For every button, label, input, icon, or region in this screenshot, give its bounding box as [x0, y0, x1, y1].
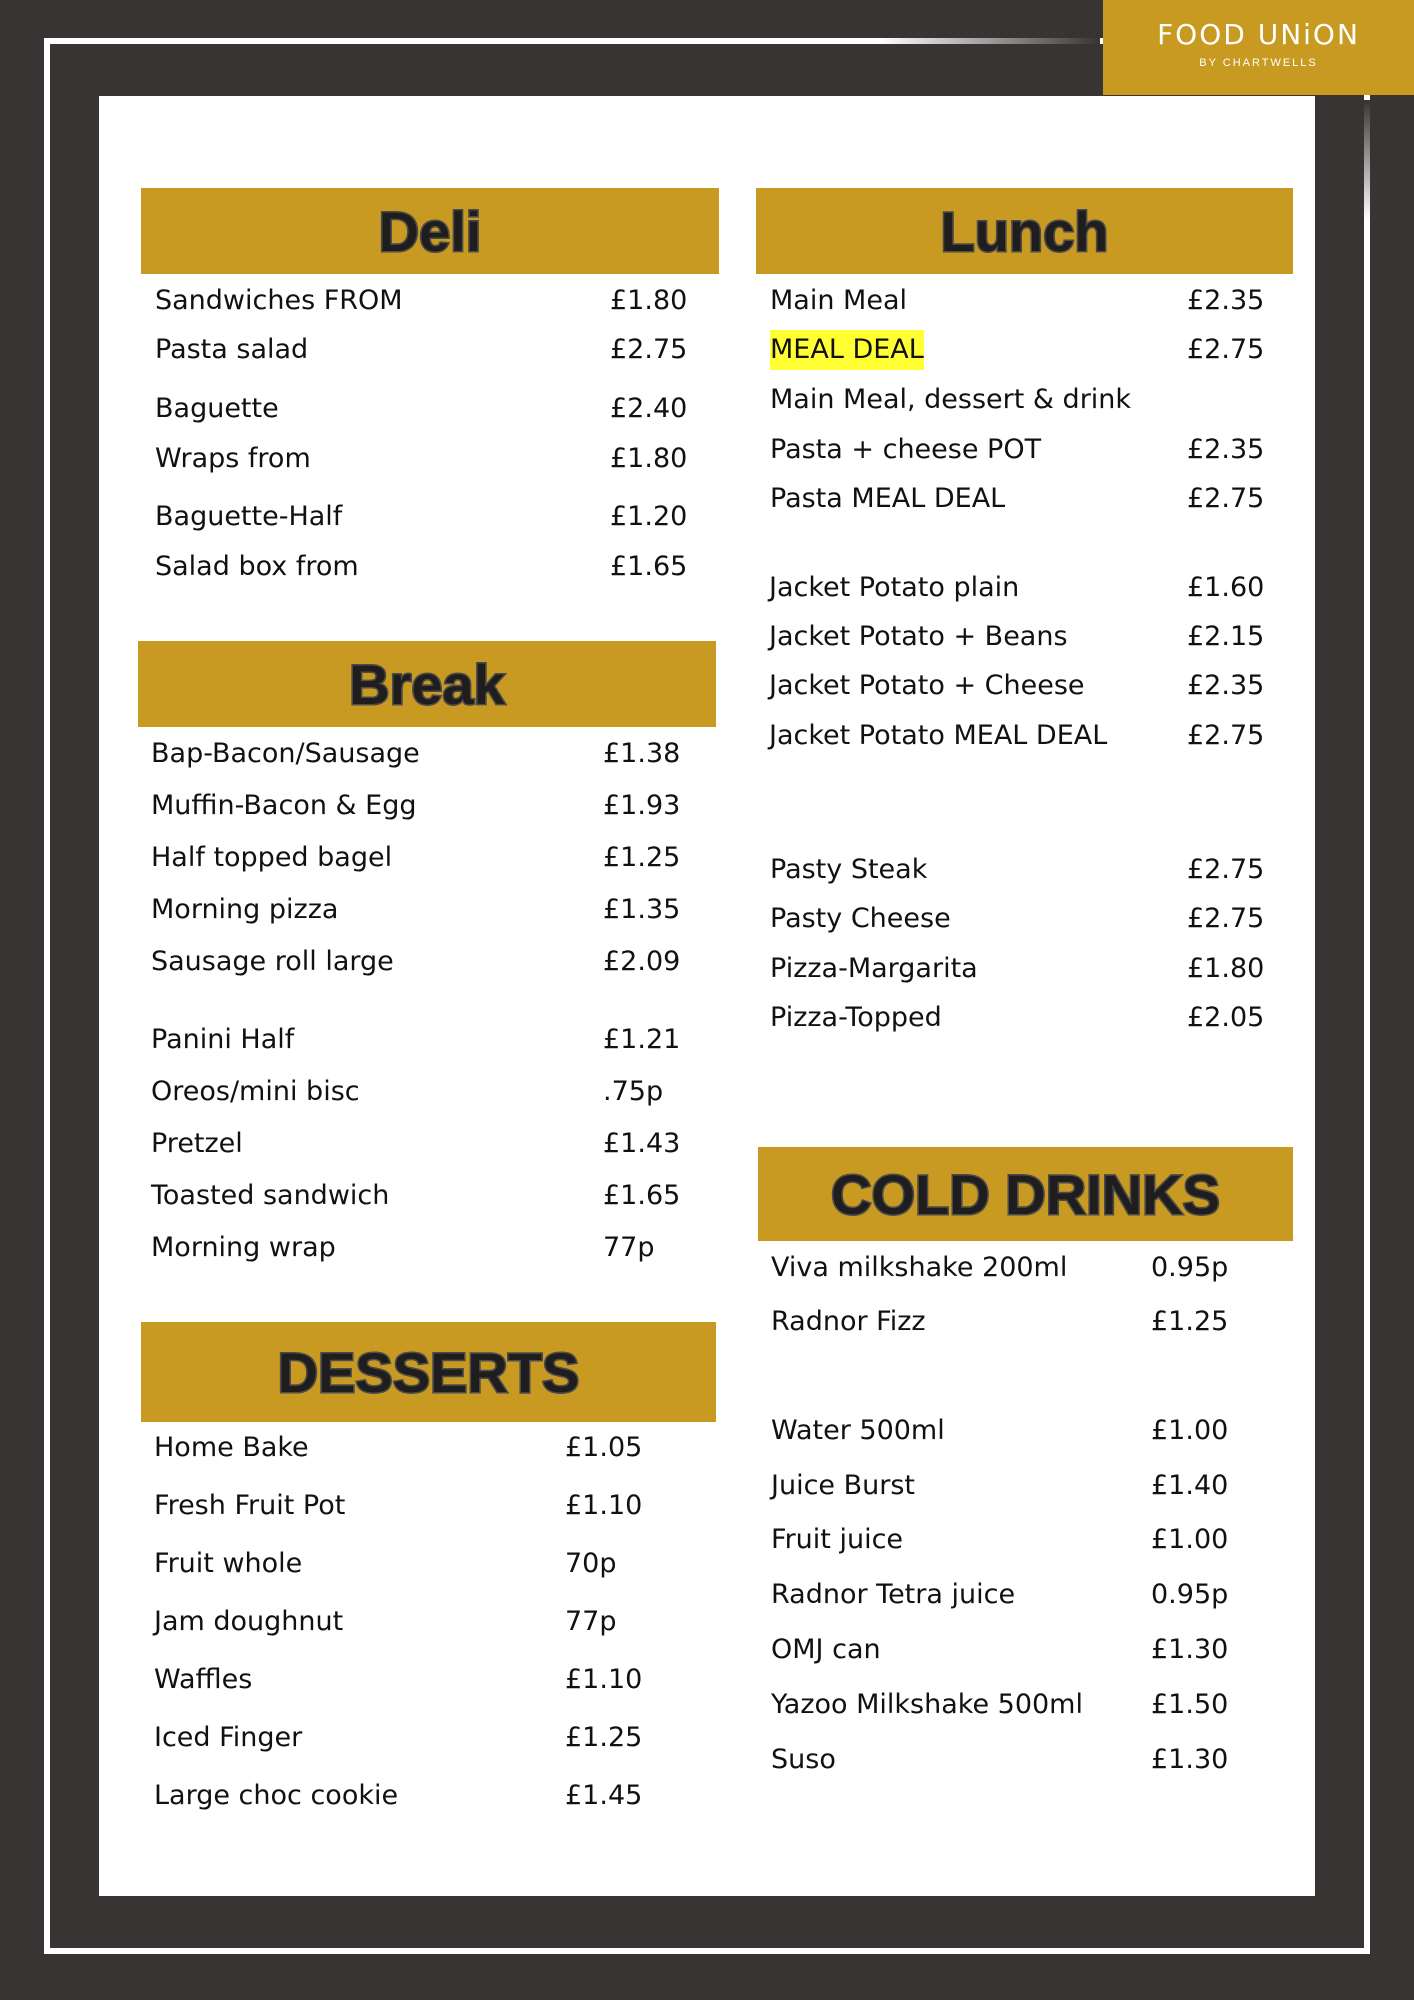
item-name: Home Bake	[154, 1432, 309, 1463]
item-name: Pasty Cheese	[770, 903, 951, 934]
item-price: 0.95p	[1151, 1579, 1229, 1610]
item-price: 77p	[603, 1232, 655, 1263]
item-name: Radnor Fizz	[771, 1306, 926, 1337]
item-name: Jacket Potato + Cheese	[769, 670, 1085, 701]
item-name: Pretzel	[151, 1128, 243, 1159]
item-name: Baguette-Half	[155, 501, 343, 532]
item-price: £2.35	[1187, 434, 1265, 465]
item-name: Suso	[771, 1744, 836, 1775]
item-name: Pasta + cheese POT	[770, 434, 1042, 465]
item-name: Sandwiches FROM	[155, 285, 403, 316]
item-name: Morning wrap	[151, 1232, 336, 1263]
item-price: £2.75	[1187, 854, 1265, 885]
item-name: Waffles	[154, 1664, 253, 1695]
item-price: £1.80	[1187, 953, 1265, 984]
logo-subtitle: BY CHARTWELLS	[1199, 57, 1318, 69]
item-name: Pizza-Topped	[770, 1002, 942, 1033]
item-price: £1.30	[1151, 1744, 1229, 1775]
item-price: £2.15	[1187, 621, 1265, 652]
meal-deal-highlight: MEAL DEAL	[770, 330, 924, 370]
item-price: £1.10	[565, 1490, 643, 1521]
item-price: £2.75	[1187, 720, 1265, 751]
item-price: £2.75	[1187, 903, 1265, 934]
item-name: Fresh Fruit Pot	[154, 1490, 346, 1521]
item-price: £2.75	[1187, 483, 1265, 514]
item-price: £1.30	[1151, 1634, 1229, 1665]
item-price: £1.80	[610, 285, 688, 316]
item-name: Toasted sandwich	[151, 1180, 390, 1211]
item-price: £1.80	[610, 443, 688, 474]
item-name: Bap-Bacon/Sausage	[151, 738, 420, 769]
item-price: £2.75	[610, 334, 688, 365]
item-name: Sausage roll large	[151, 946, 394, 977]
item-price: £1.10	[565, 1664, 643, 1695]
cold-drinks-title: COLD DRINKS	[831, 1162, 1220, 1226]
item-price: £1.20	[610, 501, 688, 532]
item-name: Pasta MEAL DEAL	[770, 483, 1006, 514]
item-name: Oreos/mini bisc	[151, 1076, 360, 1107]
item-name: Jam doughnut	[154, 1606, 344, 1637]
cold-drinks-header	[758, 1147, 1293, 1241]
item-price: £1.00	[1151, 1415, 1229, 1446]
item-price: £2.35	[1187, 285, 1265, 316]
food-union-logo	[1103, 0, 1414, 95]
item-price: £1.45	[565, 1780, 643, 1811]
item-name: Jacket Potato plain	[769, 572, 1020, 603]
desserts-header	[141, 1322, 716, 1422]
item-name: Fruit juice	[771, 1524, 904, 1555]
item-price: £1.25	[603, 842, 681, 873]
desserts-title: DESSERTS	[277, 1340, 580, 1404]
item-name: Viva milkshake 200ml	[771, 1252, 1068, 1283]
item-name: Salad box from	[155, 551, 359, 582]
item-name: Water 500ml	[771, 1415, 945, 1446]
item-price: 0.95p	[1151, 1252, 1229, 1283]
item-price: £1.00	[1151, 1524, 1229, 1555]
item-name: Wraps from	[155, 443, 311, 474]
item-price: 77p	[565, 1606, 617, 1637]
item-price: £1.43	[603, 1128, 681, 1159]
frame-fade	[880, 38, 1100, 44]
frame-fade-right	[1364, 100, 1370, 220]
item-name: Juice Burst	[771, 1470, 916, 1501]
item-name: Jacket Potato + Beans	[769, 621, 1068, 652]
item-price: £2.35	[1187, 670, 1265, 701]
item-name: Yazoo Milkshake 500ml	[771, 1689, 1083, 1720]
item-name: Main Meal	[770, 285, 907, 316]
deli-header	[141, 188, 719, 274]
item-name: Half topped bagel	[151, 842, 393, 873]
item-price: 70p	[565, 1548, 617, 1579]
item-name: Iced Finger	[154, 1722, 303, 1753]
item-price: £1.93	[603, 790, 681, 821]
item-price: £1.65	[610, 551, 688, 582]
item-price: £1.25	[565, 1722, 643, 1753]
item-name: Pizza-Margarita	[770, 953, 978, 984]
item-name: Main Meal, dessert & drink	[770, 384, 1132, 415]
item-name: Muffin-Bacon & Egg	[151, 790, 417, 821]
item-price: £1.05	[565, 1432, 643, 1463]
break-header	[138, 641, 716, 727]
item-name: Morning pizza	[151, 894, 339, 925]
lunch-header	[756, 188, 1293, 274]
item-price: £2.40	[610, 393, 688, 424]
item-name: OMJ can	[771, 1634, 881, 1665]
item-price: £1.50	[1151, 1689, 1229, 1720]
item-price: £1.35	[603, 894, 681, 925]
item-price: £2.09	[603, 946, 681, 977]
item-price: £1.38	[603, 738, 681, 769]
item-name: Pasta salad	[155, 334, 309, 365]
item-price: £1.65	[603, 1180, 681, 1211]
item-name: Jacket Potato MEAL DEAL	[769, 720, 1108, 751]
item-name: Fruit whole	[154, 1548, 303, 1579]
logo-name: FOOD UNiON	[1157, 18, 1360, 51]
item-price: £1.25	[1151, 1306, 1229, 1337]
item-price: £1.40	[1151, 1470, 1229, 1501]
item-price: £2.75	[1187, 334, 1265, 365]
item-price: £1.21	[603, 1024, 681, 1055]
item-name: Baguette	[155, 393, 279, 424]
item-name: Pasty Steak	[770, 854, 928, 885]
item-price: .75p	[603, 1076, 664, 1107]
break-title: Break	[349, 652, 505, 716]
lunch-title: Lunch	[940, 199, 1109, 263]
item-price: £2.05	[1187, 1002, 1265, 1033]
item-price: £1.60	[1187, 572, 1265, 603]
item-name: Radnor Tetra juice	[771, 1579, 1016, 1610]
item-name: Panini Half	[151, 1024, 295, 1055]
item-name: Large choc cookie	[154, 1780, 399, 1811]
deli-title: Deli	[378, 199, 482, 263]
